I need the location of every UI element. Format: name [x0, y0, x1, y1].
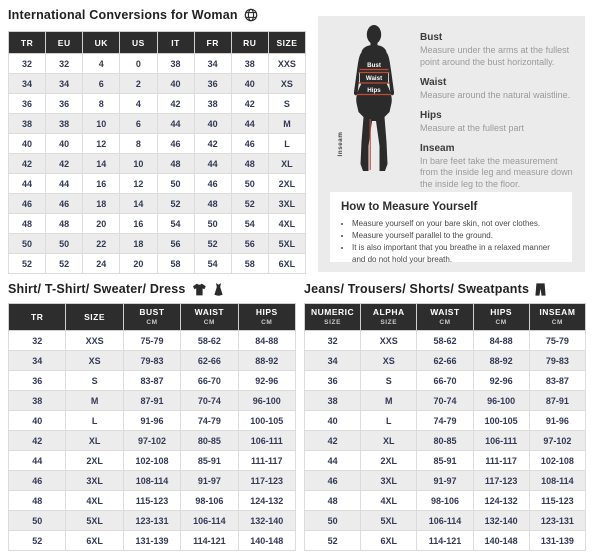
- table-cell: 2XL: [268, 174, 305, 194]
- table-cell: 46: [9, 471, 66, 491]
- table-cell: 70-74: [417, 391, 473, 411]
- table-cell: 52: [194, 234, 231, 254]
- table-cell: 32: [305, 331, 361, 351]
- table-row: [9, 194, 306, 214]
- table-cell: 56: [231, 234, 268, 254]
- table-cell: 42: [194, 134, 231, 154]
- table-cell: XXS: [268, 54, 305, 74]
- table-cell: 50: [9, 234, 46, 254]
- table-cell: 38: [157, 54, 194, 74]
- table-cell: 34: [305, 351, 361, 371]
- table-cell: 92-96: [473, 371, 529, 391]
- table-cell: 52: [305, 531, 361, 551]
- how-to-bullet: • Measure yourself parallel to the ground.: [352, 230, 561, 242]
- table-cell: 124-132: [473, 491, 529, 511]
- table-cell: 36: [194, 74, 231, 94]
- table-cell: 36: [9, 371, 66, 391]
- column-header: US: [120, 32, 157, 54]
- measurement-panel: [318, 16, 585, 272]
- table-cell: 40: [194, 114, 231, 134]
- table-cell: XL: [268, 154, 305, 174]
- tshirt-icon: [192, 283, 207, 296]
- table-cell: 117-123: [473, 471, 529, 491]
- table-cell: 132-140: [473, 511, 529, 531]
- table-cell: 46: [194, 174, 231, 194]
- table-cell: 117-123: [238, 471, 295, 491]
- table-cell: 114-121: [181, 531, 238, 551]
- table-cell: 3XL: [268, 194, 305, 214]
- table-cell: 34: [9, 74, 46, 94]
- table-cell: 36: [46, 94, 83, 114]
- table-cell: 131-139: [123, 531, 180, 551]
- table-cell: 85-91: [181, 451, 238, 471]
- table-cell: 3XL: [361, 471, 417, 491]
- column-header: TR: [9, 304, 66, 331]
- table-cell: XXS: [361, 331, 417, 351]
- table-cell: 12: [120, 174, 157, 194]
- table-cell: 44: [9, 174, 46, 194]
- table-cell: 40: [157, 74, 194, 94]
- table-row: [9, 54, 306, 74]
- table-cell: 6: [83, 74, 120, 94]
- column-header: HIPS CM: [473, 304, 529, 331]
- table-cell: 48: [157, 154, 194, 174]
- column-header: HIPS CM: [238, 304, 295, 331]
- table-cell: 97-102: [529, 431, 585, 451]
- table-cell: 87-91: [529, 391, 585, 411]
- table-row: [9, 411, 296, 431]
- measure-section-hips: [420, 110, 578, 135]
- table-row: [9, 114, 306, 134]
- table-cell: 79-83: [529, 351, 585, 371]
- table-cell: 32: [9, 54, 46, 74]
- column-header: BUST CM: [123, 304, 180, 331]
- table-cell: 62-66: [181, 351, 238, 371]
- table-cell: 75-79: [529, 331, 585, 351]
- table-row: [305, 451, 586, 471]
- table-cell: 42: [9, 154, 46, 174]
- table-cell: 34: [9, 351, 66, 371]
- table-cell: 75-79: [123, 331, 180, 351]
- table-cell: XL: [361, 431, 417, 451]
- column-header: TR: [9, 32, 46, 54]
- table-cell: 66-70: [417, 371, 473, 391]
- table-cell: 46: [305, 471, 361, 491]
- measure-section-title: Waist: [420, 76, 447, 88]
- body-figure: [328, 24, 416, 176]
- table-row: [305, 371, 586, 391]
- table-cell: 50: [157, 174, 194, 194]
- jeans-size-table: [304, 303, 586, 551]
- table-row: [9, 74, 306, 94]
- table-row: [9, 174, 306, 194]
- table-cell: 38: [194, 94, 231, 114]
- table-cell: 58: [157, 254, 194, 274]
- table-cell: 46: [9, 194, 46, 214]
- column-header: WAIST CM: [181, 304, 238, 331]
- table-cell: 38: [9, 114, 46, 134]
- table-cell: 5XL: [268, 234, 305, 254]
- table-cell: 24: [83, 254, 120, 274]
- table-row: [9, 94, 306, 114]
- table-row: [9, 371, 296, 391]
- table-cell: 132-140: [238, 511, 295, 531]
- table-row: [9, 234, 306, 254]
- figure-inseam-label: Inseam: [337, 131, 344, 157]
- table-row: [305, 491, 586, 511]
- table-cell: 54: [231, 214, 268, 234]
- table-cell: 2XL: [361, 451, 417, 471]
- table-row: [9, 134, 306, 154]
- table-cell: 108-114: [529, 471, 585, 491]
- table-cell: 4: [120, 94, 157, 114]
- table-cell: 34: [194, 54, 231, 74]
- jeans-section-title: Jeans/ Trousers/ Shorts/ Sweatpants: [304, 282, 530, 296]
- column-header: SIZE: [268, 32, 305, 54]
- table-cell: 79-83: [123, 351, 180, 371]
- header-row: [9, 32, 306, 54]
- table-cell: 111-117: [238, 451, 295, 471]
- column-header: SIZE: [66, 304, 123, 331]
- table-cell: 91-97: [181, 471, 238, 491]
- table-cell: 42: [231, 94, 268, 114]
- table-cell: 50: [9, 511, 66, 531]
- figure-bust-label: Bust: [367, 62, 381, 69]
- table-row: [305, 331, 586, 351]
- table-row: [9, 154, 306, 174]
- table-cell: 98-106: [181, 491, 238, 511]
- table-cell: 58-62: [417, 331, 473, 351]
- page-title-row: [8, 8, 258, 22]
- table-cell: 44: [46, 174, 83, 194]
- table-cell: 5XL: [361, 511, 417, 531]
- shirt-section-title: Shirt/ T-Shirt/ Sweater/ Dress: [8, 282, 186, 296]
- table-cell: 50: [231, 174, 268, 194]
- table-cell: XS: [268, 74, 305, 94]
- table-cell: 4XL: [268, 214, 305, 234]
- shirt-section-title-row: [8, 282, 224, 296]
- table-cell: 3XL: [66, 471, 123, 491]
- table-cell: 100-105: [473, 411, 529, 431]
- table-cell: 8: [83, 94, 120, 114]
- table-cell: 48: [9, 491, 66, 511]
- table-cell: 10: [83, 114, 120, 134]
- table-cell: 38: [231, 54, 268, 74]
- table-cell: 44: [231, 114, 268, 134]
- measure-section-text: In bare feet take the measurement from the inside leg and measure down the inside leg to the floor.: [420, 155, 573, 190]
- table-cell: XS: [361, 351, 417, 371]
- table-cell: 44: [9, 451, 66, 471]
- measure-section-inseam: [420, 143, 578, 192]
- column-header: FR: [194, 32, 231, 54]
- measure-section-bust: [420, 32, 578, 69]
- table-cell: XXS: [66, 331, 123, 351]
- figure-waist-label: Waist: [365, 75, 383, 82]
- table-cell: 98-106: [417, 491, 473, 511]
- table-cell: 106-111: [473, 431, 529, 451]
- table-cell: 0: [120, 54, 157, 74]
- column-header: RU: [231, 32, 268, 54]
- table-row: [9, 451, 296, 471]
- table-cell: 52: [46, 254, 83, 274]
- table-cell: 131-139: [529, 531, 585, 551]
- table-cell: S: [361, 371, 417, 391]
- measure-section-title: Bust: [420, 32, 443, 43]
- table-cell: 91-97: [417, 471, 473, 491]
- table-cell: 4: [83, 54, 120, 74]
- table-row: [9, 351, 296, 371]
- column-header: WAIST CM: [417, 304, 473, 331]
- table-cell: 54: [157, 214, 194, 234]
- table-cell: 100-105: [238, 411, 295, 431]
- table-cell: 54: [194, 254, 231, 274]
- column-header: INSEAM CM: [529, 304, 585, 331]
- table-cell: 52: [9, 531, 66, 551]
- measure-section-waist: [420, 77, 578, 102]
- table-row: [9, 254, 306, 274]
- table-cell: 6XL: [268, 254, 305, 274]
- table-cell: 42: [46, 154, 83, 174]
- table-cell: 50: [305, 511, 361, 531]
- table-row: [305, 351, 586, 371]
- jeans-section-title-row: [304, 282, 546, 296]
- table-cell: 42: [9, 431, 66, 451]
- table-cell: 140-148: [238, 531, 295, 551]
- globe-icon: [244, 8, 258, 22]
- column-header: IT: [157, 32, 194, 54]
- table-cell: 108-114: [123, 471, 180, 491]
- table-row: [9, 531, 296, 551]
- table-cell: 52: [9, 254, 46, 274]
- table-cell: 48: [46, 214, 83, 234]
- table-cell: 58: [231, 254, 268, 274]
- table-row: [305, 531, 586, 551]
- header-row: [305, 304, 586, 331]
- table-cell: 80-85: [181, 431, 238, 451]
- table-cell: XL: [66, 431, 123, 451]
- table-cell: 38: [46, 114, 83, 134]
- table-cell: M: [268, 114, 305, 134]
- table-cell: 6XL: [361, 531, 417, 551]
- table-cell: 140-148: [473, 531, 529, 551]
- table-cell: 58-62: [181, 331, 238, 351]
- table-cell: 115-123: [529, 491, 585, 511]
- table-cell: 4XL: [361, 491, 417, 511]
- table-cell: 36: [9, 94, 46, 114]
- table-row: [9, 331, 296, 351]
- table-cell: 88-92: [238, 351, 295, 371]
- table-cell: 52: [157, 194, 194, 214]
- measure-section-text: Measure around the natural waistline.: [420, 89, 571, 100]
- table-cell: 40: [9, 134, 46, 154]
- table-cell: 96-100: [473, 391, 529, 411]
- table-cell: 18: [83, 194, 120, 214]
- how-to-bullet: • Measure yourself on your bare skin, not over clothes.: [352, 218, 561, 230]
- table-cell: 91-96: [529, 411, 585, 431]
- table-cell: 32: [46, 54, 83, 74]
- table-cell: 10: [120, 154, 157, 174]
- table-cell: 96-100: [238, 391, 295, 411]
- measure-section-title: Inseam: [420, 142, 455, 154]
- table-row: [9, 511, 296, 531]
- table-cell: 50: [194, 214, 231, 234]
- table-cell: M: [66, 391, 123, 411]
- how-to-bullet: • It is also important that you breathe in a relaxed manner and do not hold your breath.: [352, 242, 561, 266]
- column-header: ALPHA SIZE: [361, 304, 417, 331]
- column-header: NUMERIC SIZE: [305, 304, 361, 331]
- table-cell: 70-74: [181, 391, 238, 411]
- table-cell: 44: [305, 451, 361, 471]
- measure-section-title: Hips: [420, 109, 442, 121]
- dress-icon: [213, 283, 224, 296]
- table-cell: 8: [120, 134, 157, 154]
- measure-section-text: Measure at the fullest part: [420, 122, 525, 133]
- table-cell: 85-91: [417, 451, 473, 471]
- table-cell: 115-123: [123, 491, 180, 511]
- table-cell: 22: [83, 234, 120, 254]
- table-cell: L: [268, 134, 305, 154]
- table-cell: 91-96: [123, 411, 180, 431]
- table-cell: 46: [157, 134, 194, 154]
- table-row: [305, 431, 586, 451]
- table-cell: 12: [83, 134, 120, 154]
- table-cell: 102-108: [123, 451, 180, 471]
- table-row: [9, 491, 296, 511]
- table-cell: 42: [305, 431, 361, 451]
- table-cell: 14: [120, 194, 157, 214]
- table-cell: 20: [83, 214, 120, 234]
- table-cell: 32: [9, 331, 66, 351]
- table-cell: 46: [231, 134, 268, 154]
- table-row: [305, 411, 586, 431]
- table-cell: 14: [83, 154, 120, 174]
- table-cell: 16: [83, 174, 120, 194]
- table-cell: 46: [46, 194, 83, 214]
- table-cell: 16: [120, 214, 157, 234]
- table-cell: 38: [9, 391, 66, 411]
- table-cell: 83-87: [529, 371, 585, 391]
- table-cell: 2XL: [66, 451, 123, 471]
- table-cell: 4XL: [66, 491, 123, 511]
- table-row: [305, 391, 586, 411]
- table-cell: S: [268, 94, 305, 114]
- table-row: [9, 214, 306, 234]
- table-cell: 83-87: [123, 371, 180, 391]
- table-cell: 111-117: [473, 451, 529, 471]
- table-cell: 80-85: [417, 431, 473, 451]
- table-cell: 42: [157, 94, 194, 114]
- column-header: EU: [46, 32, 83, 54]
- table-cell: 6XL: [66, 531, 123, 551]
- table-cell: 88-92: [473, 351, 529, 371]
- table-cell: 62-66: [417, 351, 473, 371]
- table-cell: 6: [120, 114, 157, 134]
- table-cell: 2: [120, 74, 157, 94]
- table-cell: 48: [194, 194, 231, 214]
- how-to-measure-card: [330, 192, 572, 262]
- table-cell: 74-79: [181, 411, 238, 431]
- table-cell: 44: [157, 114, 194, 134]
- page-title: International Conversions for Woman: [8, 8, 238, 22]
- how-to-measure-title: How to Measure Yourself: [341, 201, 478, 213]
- table-cell: 87-91: [123, 391, 180, 411]
- table-cell: 123-131: [123, 511, 180, 531]
- table-cell: L: [361, 411, 417, 431]
- table-cell: 48: [9, 214, 46, 234]
- table-cell: 84-88: [473, 331, 529, 351]
- table-cell: 38: [305, 391, 361, 411]
- table-cell: 40: [46, 134, 83, 154]
- pants-icon: [535, 283, 546, 296]
- table-cell: S: [66, 371, 123, 391]
- column-header: UK: [83, 32, 120, 54]
- table-row: [9, 471, 296, 491]
- table-cell: 18: [120, 234, 157, 254]
- how-to-measure-list: [341, 218, 561, 266]
- table-row: [305, 471, 586, 491]
- table-cell: 92-96: [238, 371, 295, 391]
- table-cell: L: [66, 411, 123, 431]
- table-row: [9, 391, 296, 411]
- table-cell: 74-79: [417, 411, 473, 431]
- woman-silhouette-icon: [328, 24, 416, 176]
- table-row: [9, 431, 296, 451]
- table-cell: 40: [231, 74, 268, 94]
- table-cell: 52: [231, 194, 268, 214]
- measure-instructions: [420, 32, 578, 199]
- header-row: [9, 304, 296, 331]
- table-cell: 66-70: [181, 371, 238, 391]
- table-cell: 56: [157, 234, 194, 254]
- table-cell: 5XL: [66, 511, 123, 531]
- table-cell: 48: [305, 491, 361, 511]
- table-cell: 50: [46, 234, 83, 254]
- table-cell: XS: [66, 351, 123, 371]
- table-cell: 20: [120, 254, 157, 274]
- table-cell: M: [361, 391, 417, 411]
- table-cell: 44: [194, 154, 231, 174]
- table-cell: 123-131: [529, 511, 585, 531]
- conversion-table: [8, 31, 306, 274]
- measure-section-text: Measure under the arms at the fullest point around the bust horizontally.: [420, 45, 570, 67]
- table-cell: 124-132: [238, 491, 295, 511]
- table-cell: 102-108: [529, 451, 585, 471]
- table-cell: 114-121: [417, 531, 473, 551]
- table-cell: 84-88: [238, 331, 295, 351]
- table-cell: 36: [305, 371, 361, 391]
- table-cell: 34: [46, 74, 83, 94]
- shirt-size-table: [8, 303, 296, 551]
- table-cell: 106-114: [181, 511, 238, 531]
- figure-hips-label: Hips: [367, 87, 381, 94]
- table-cell: 48: [231, 154, 268, 174]
- table-cell: 40: [305, 411, 361, 431]
- table-cell: 40: [9, 411, 66, 431]
- table-cell: 106-114: [417, 511, 473, 531]
- table-row: [305, 511, 586, 531]
- table-cell: 106-111: [238, 431, 295, 451]
- table-cell: 97-102: [123, 431, 180, 451]
